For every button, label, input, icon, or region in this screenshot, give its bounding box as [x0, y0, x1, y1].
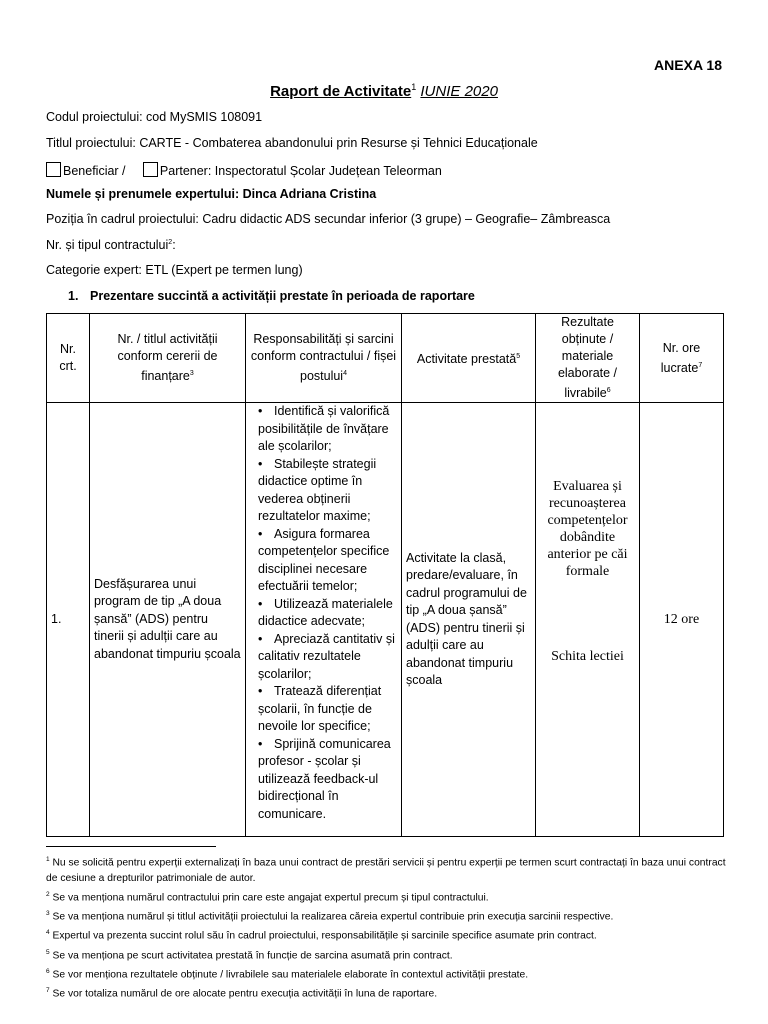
row-activity-done: Activitate la clasă, predare/evaluare, în cadrul programului de tip „A doua șansă” (ADS) pentru tinerii și adulții care au abandonat timpuriu școala — [402, 403, 536, 837]
bullet-icon: • — [258, 631, 263, 646]
footnotes — [46, 852, 726, 1002]
activity-table — [46, 313, 724, 837]
report-title — [0, 82, 768, 100]
list-item: • Apreciază cantitativ și calitativ rezultatele școlarilor; — [258, 631, 395, 681]
contract-label: Nr. și tipul contractului — [46, 238, 169, 252]
beneficiary-checkbox[interactable] — [46, 162, 61, 177]
list-item: • Stabilește strategii didactice optime în vederea obținerii rezultatelor maxime; — [258, 456, 377, 524]
footnote: $^2$ Se va menționa numărul contractului prin care este angajat expertul precum și tipul contractului. — [46, 891, 489, 904]
role-selection — [46, 162, 442, 178]
header-responsibilities: Responsabilități și sarcini conform contractului / fișei postului$^4$ — [246, 314, 402, 403]
footnote: $^5$ Se va menționa pe scurt activitatea prestată în funcție de sarcina asumată prin contract. — [46, 948, 453, 962]
header-hours: Nr. ore lucrate$^7$ — [640, 314, 724, 403]
contract-suffix: : — [172, 238, 176, 252]
footnote: $^3$ Se va menționa numărul și titlul activității proiectului la realizarea căreia expertul contribuie prin execuția sarcinii respective. — [46, 910, 614, 923]
contract-footnote-ref: 2 — [168, 238, 173, 246]
row-responsibilities — [246, 403, 402, 837]
header-activity-title: Nr. / titlul activității conform cererii de finanțare$^3$ — [90, 314, 246, 403]
footnote: $^4$ Expertul va prezenta succint rolul său în cadrul proiectului, responsabilitățile și sarcinile specifice asumate prin contract. — [46, 929, 597, 942]
beneficiary-label: Beneficiar / — [63, 164, 126, 178]
partner-checkbox[interactable] — [143, 162, 158, 177]
section-heading — [68, 289, 475, 303]
list-item: • Asigura formarea competențelor specifice disciplinei necesare efectuării temelor; — [258, 526, 390, 594]
expert-name: Numele și prenumele expertului: Dinca Adriana Cristina — [46, 187, 377, 201]
header-results: Rezultate obținute / materiale elaborate / livrabile$^6$ — [536, 314, 640, 403]
list-item: • Tratează diferențiat școlarii, în funcție de nevoile lor specifice; — [258, 684, 382, 734]
footnote: $^1$ Nu se solicită pentru experții externalizați în baza unui contract de prestări servicii și pentru experții pe termen scurt contractați în baza unui contract de cesiune a drepturilor patrimoniale de autor. — [46, 856, 726, 885]
bullet-icon: • — [258, 736, 263, 751]
project-position: Poziția în cadrul proiectului: Cadru didactic ADS secundar inferior (3 grupe) – Geografie– Zâmbreasca — [46, 212, 611, 226]
list-item: • Sprijină comunicarea profesor - școlar și utilizează feedback-ul bidirecțional în comunicare. — [258, 736, 391, 821]
project-code: Codul proiectului: cod MySMIS 108091 — [46, 110, 263, 124]
partner-label: Partener: Inspectoratul Școlar Județean Teleorman — [159, 164, 442, 178]
title-main: Raport de Activitate — [270, 83, 412, 100]
header-activity-done: Activitate prestată$^5$ — [402, 314, 536, 403]
title-month: IUNIE 2020 — [420, 83, 498, 100]
bullet-icon: • — [258, 596, 263, 611]
bullet-icon: • — [258, 684, 263, 699]
result-evaluation: Evaluarea și recunoașterea competențelor dobândite anterior pe căi formale — [547, 479, 628, 580]
footnote-divider — [46, 846, 216, 847]
footnote: $^6$ Se vor menționa rezultatele obținute / livrabilele sau materialele elaborate în contextul activității prestate. — [46, 967, 529, 981]
row-nr: 1. — [47, 403, 90, 837]
list-item: • Utilizează materialele didactice adecvate; — [258, 596, 393, 629]
section-number: 1. — [68, 289, 79, 303]
bullet-icon: • — [258, 526, 263, 541]
row-activity-title: Desfășurarea unui program de tip „A doua șansă” (ADS) pentru tinerii și adulții care au abandonat timpuriu școala — [90, 403, 246, 837]
bullet-icon: • — [258, 404, 263, 419]
table-header-row — [47, 314, 724, 403]
table-row — [47, 403, 724, 837]
expert-category: Categorie expert: ETL (Expert pe termen lung) — [46, 263, 303, 277]
row-results — [536, 403, 640, 837]
footnote: $^7$ Se vor totaliza numărul de ore alocate pentru execuția activității în luna de raportare. — [46, 987, 438, 1000]
responsibilities-list — [250, 403, 397, 823]
bullet-icon: • — [258, 456, 263, 471]
row-hours: 12 ore — [640, 403, 724, 837]
list-item: • Identifică și valorifică posibilitățile de învățare ale școlarilor; — [258, 404, 390, 454]
project-title: Titlul proiectului: CARTE - Combaterea abandonului prin Resurse și Tehnici Educaționale — [46, 136, 538, 150]
section-title: Prezentare succintă a activității prestate în perioada de raportare — [90, 289, 475, 303]
result-lesson-plan: Schita lectiei — [551, 649, 624, 665]
title-footnote-ref: 1 — [411, 82, 417, 92]
header-nr-crt: Nr. crt. — [47, 314, 90, 403]
contract-info — [46, 238, 176, 252]
annex-label: ANEXA 18 — [654, 57, 722, 73]
